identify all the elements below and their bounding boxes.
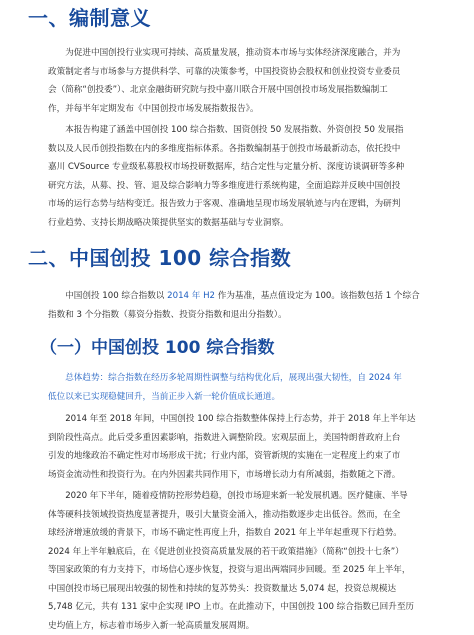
text-line: 2014 年至 2018 年间，中国创投 100 综合指数整体保持上行态势，并于 2018 年上半年达 [48,410,438,429]
text-line: 本报告构建了涵盖中国创投 100 综合指数、国资创投 50 发展指数、外资创投 50 发展指 [48,121,438,140]
text-line: 到阶段性高点。此后受多重因素影响，指数进入调整阶段。宏观层面上，美国特朗普政府上台 [48,429,438,448]
text-line: 研究方法，从募、投、管、退及综合影响力等多维度进行系统构建，全面追踪并反映中国创投 [48,177,438,196]
index-definition-paragraph [48,287,438,324]
intro-paragraph-2 [48,121,438,232]
text-line: 市场的运行态势与结构变迁。报告致力于客观、准确地呈现市场发展轨迹与内在逻辑，为研判 [48,195,438,214]
history-paragraph-1 [48,410,438,484]
base-period-highlight: 2014 年 H2 [167,291,215,301]
text-line: 史均值上方，标志着市场步入新一轮高质量发展周期。 [48,617,438,635]
text-line: 低位以来已实现稳健回升，当前正步入新一轮价值成长通道。 [48,388,438,407]
text-line: 嘉川 CVSource 专业级私募股权市场投研数据库，结合定性与定量分析、深度访谈调研等多种 [48,158,438,177]
section-heading-compilation-significance: 一、编制意义 [28,2,151,31]
text-line: 指数和 3 个分指数（募资分指数、投资分指数和退出分指数）。 [48,306,438,325]
text-line: 作，并每半年定期发布《中国创投市场发展指数报告》。 [48,100,438,119]
text-line: 数以及人民币创投指数在内的多维度指标体系。各指数编制基于创投市场最新动态，依托投中 [48,140,438,159]
text-line: 政策制定者与市场参与方提供科学、可靠的决策参考，中国投资协会股权和创业投资专业委员 [48,63,438,82]
overall-trend-paragraph [48,369,438,406]
text-line: 会（简称“创投委”）、北京金融街研究院与投中嘉川联合开展中国创投市场发展指数编制工 [48,81,438,100]
history-paragraph-2 [48,487,438,635]
section-heading-vc100-index: 二、中国创投 100 综合指数 [28,242,291,271]
text-line: 体等硬科技领域投资热度显著提升，吸引大量资金涌入，推动指数逐步走出低谷。然而，在全 [48,506,438,525]
text-line: 场资金流动性和投资行为。在内外因素共同作用下，市场增长动力有所减弱，指数随之下滑。 [48,466,438,485]
text-line: 行业趋势、支持长期战略决策提供坚实的数据基础与专业洞察。 [48,214,438,233]
text-line: 为促进中国创投行业实现可持续、高质量发展，推动资本市场与实体经济深度融合，并为 [48,44,438,63]
text-line: 总体趋势：综合指数在经历多轮周期性调整与结构优化后，展现出强大韧性，自 2024 年 [48,369,438,388]
text-fragment: 作为基准，基点值设定为 100。该指数包括 1 个综合 [215,291,420,301]
intro-paragraph-1 [48,44,438,118]
text-line [48,287,438,306]
text-line: 引发的地缘政治不确定性对市场形成干扰；行业内部，资管新规的实施在一定程度上约束了市 [48,447,438,466]
text-fragment: 中国创投 100 综合指数以 [65,291,167,301]
text-line: 2024 年上半年触底后，在《促进创业投资高质量发展的若干政策措施》（简称“创投十七条”） [48,543,438,562]
text-line: 中国创投市场已展现出较强的韧性和持续的复苏势头：投资数量达 5,074 起，投资总规模达 [48,580,438,599]
text-line: 等国家政策的有力支持下，市场信心逐步恢复，投资与退出两端同步回暖。至 2025 年上半年， [48,561,438,580]
text-line: 球经济增速放缓的背景下，市场不确定性再度上升，指数自 2021 年上半年起重现下行趋势。 [48,524,438,543]
text-line: 5,748 亿元，共有 131 家中企实现 IPO 上市。在此推动下，中国创投 100 综合指数已回升至历 [48,598,438,617]
subsection-heading-vc100-composite: （一）中国创投 100 综合指数 [40,333,274,358]
text-line: 2020 年下半年，随着疫情防控形势趋稳，创投市场迎来新一轮发展机遇。医疗健康、半导 [48,487,438,506]
